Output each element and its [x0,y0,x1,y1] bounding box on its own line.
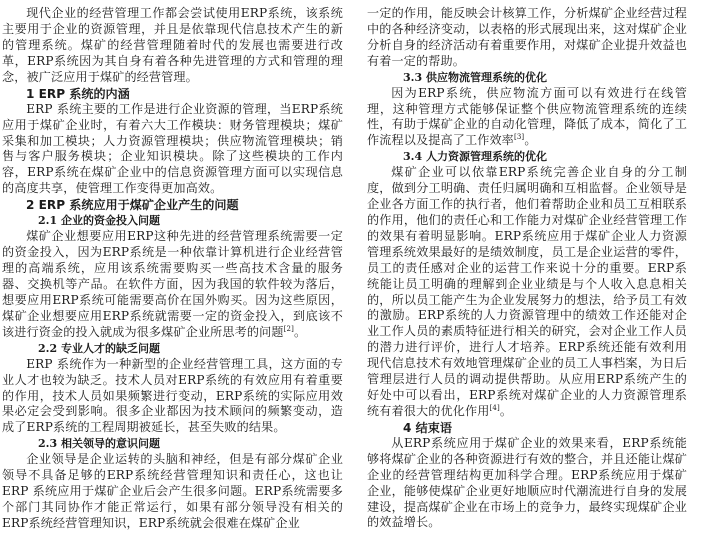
section-heading: 1 ERP 系统的内涵 [26,86,130,101]
paragraph-text: 企业领导是企业运转的头脑和神经，但是有部分煤矿企业领导不具备足够的ERP系统经营管理知识和责任心，这也让ERP 系统应用于煤矿企业后会产生很多问题。ERP系统需要多个部门其同协作才能正常运行，如果有部分领导没有相关的ERP系统经营管理知识，ERP系统就会很难在煤矿企业 [2,452,343,530]
paragraph-tail: 。 [524,133,537,148]
paragraph-tail: 。 [293,324,307,339]
section-heading: 2 ERP 系统应用于煤矿企业产生的问题 [26,198,239,213]
body-paragraph [2,6,343,86]
right-column [367,6,687,531]
body-paragraph [367,436,687,531]
paragraph-tail: 。 [499,403,513,418]
paragraph-text: 因为ERP系统，供应物流方面可以有效进行在线管理，这种管理方式能够保证整个供应物流管理系统的连续性，有助于煤矿企业的自动化管理，降低了成本，简化了工作流程以及提高了工作效率 [367,85,687,148]
paragraph-text: 煤矿企业可以依靠ERP系统完善企业自身的分工制度，做到分工明确、责任归属明确和互相监督。企业领导是企业各方面工作的执行者，他们着帮助企业和员工互相联系的作用，他们的责任心和工作能力对煤矿企业经营管理工作的效果有着明显影响。ERP系统应用于煤矿企业人力资源管理系统效果最好的是绩效制度，员工是企业运营的零件，员工的责任感对企业的运营工作来说十分的重要。ERP系统能让员工明确的理解到企业业绩是与个人收入息息相关的，所以员工能产生为企业发展努力的想法，给予员工有效的激励。ERP系统的人力资源管理中的绩效工作还能对企业工作人员的素质特征进行相关的研究，会对企业工作人员的潜力进行评价，进行人才培养。ERP系统还能有效利用现代信息技术有效地管理煤矿企业的员工人事档案，为日后管理层进行人员的调动提供帮助。从应用ERP系统产生的好处中可以看出，ERP系统对煤矿企业的人力资源管理系统有着很大的优化作用 [367,165,687,418]
body-paragraph [2,229,343,340]
subsection-heading: 3.3 供应物流管理系统的优化 [403,70,547,84]
paragraph-text: ERP 系统主要的工作是进行企业资源的管理，当ERP系统应用于煤矿企业时，有着六大工作模块：财务管理模块；煤矿采集和加工模块；人力资源管理模块；供应物流管理模块；销售与客户服务模块；企业知识模块。除了这些模块的工作内容，ERP系统在煤矿企业中的信息资源管理方面可以实现信息的高度共享，使管理工作变得更加高效。 [2,101,343,196]
subsection-heading: 3.4 人力资源管理系统的优化 [403,150,547,164]
body-paragraph [367,6,687,70]
citation-marker: [4] [489,403,500,412]
citation-marker: [2] [283,324,294,333]
subsection-heading: 2.1 企业的资金投入问题 [38,214,160,228]
paragraph-text: 从ERP系统应用于煤矿企业的效果来看，ERP系统能够将煤矿企业的各种资源进行有效的整合，并且还能让煤矿企业的经营管理结构更加科学合理。ERP系统应用于煤矿企业，能够使煤矿企业更好地顺应时代潮流进行自身的发展建设，提高煤矿企业在市场上的竞争力，最终实现煤矿企业的效益增长。 [367,435,687,530]
body-paragraph [2,102,343,197]
paragraph-text: 煤矿企业想要应用ERP这种先进的经营管理系统需要一定的资金投入，因为ERP系统是一种依靠计算机进行企业经营管理的高端系统，应用该系统需要购买一些高技术含量的服务器、交换机等产品。在软件方面，因为我国的软件较为落后，想要应用ERP系统可能需要高价在国外购买。因为这些原因，煤矿企业想要应用ERP系统就需要一定的资金投入，到底该不该进行资金的投入就成为很多煤矿企业所思考的问题 [2,229,343,339]
subsection-heading: 2.2 专业人才的缺乏问题 [38,341,160,355]
section-heading: 4 结束语 [403,420,452,435]
subsection-heading: 2.3 相关领导的意识问题 [38,437,160,451]
body-paragraph [367,86,687,150]
left-column [2,6,343,532]
paragraph-text: ERP 系统作为一种新型的企业经营管理工具，这方面的专业人才也较为缺乏。技术人员对ERP系统的有效应用有着重要的作用，技术人员如果频繁进行变动，ERP系统的实际应用效果必定会受到影响。很多企业都因为技术顾问的频繁变动，造成了ERP系统的工程周期被延长，甚至失败的结果。 [2,356,343,435]
paragraph-text: 一定的作用，能反映会计核算工作，分析煤矿企业经营过程中的各种经济变动，以表格的形式展现出来，这对煤矿企业分析自身的经济活动有着重要作用，对煤矿企业提升效益也有着一定的帮助。 [367,6,687,68]
paragraph-text: 现代企业的经营管理工作都会尝试使用ERP系统，该系统主要用于企业的资源管理，并且是依靠现代信息技术产生的新的管理系统。煤矿的经营管理随着时代的发展也需要进行改革，ERP系统因为其自身有着各种先进管理的方式和管理的理念，被广泛应用于煤矿的经营管理。 [2,6,343,84]
body-paragraph [2,357,343,437]
body-paragraph [2,452,343,532]
body-paragraph [367,165,687,420]
citation-marker: [3] [513,133,525,142]
